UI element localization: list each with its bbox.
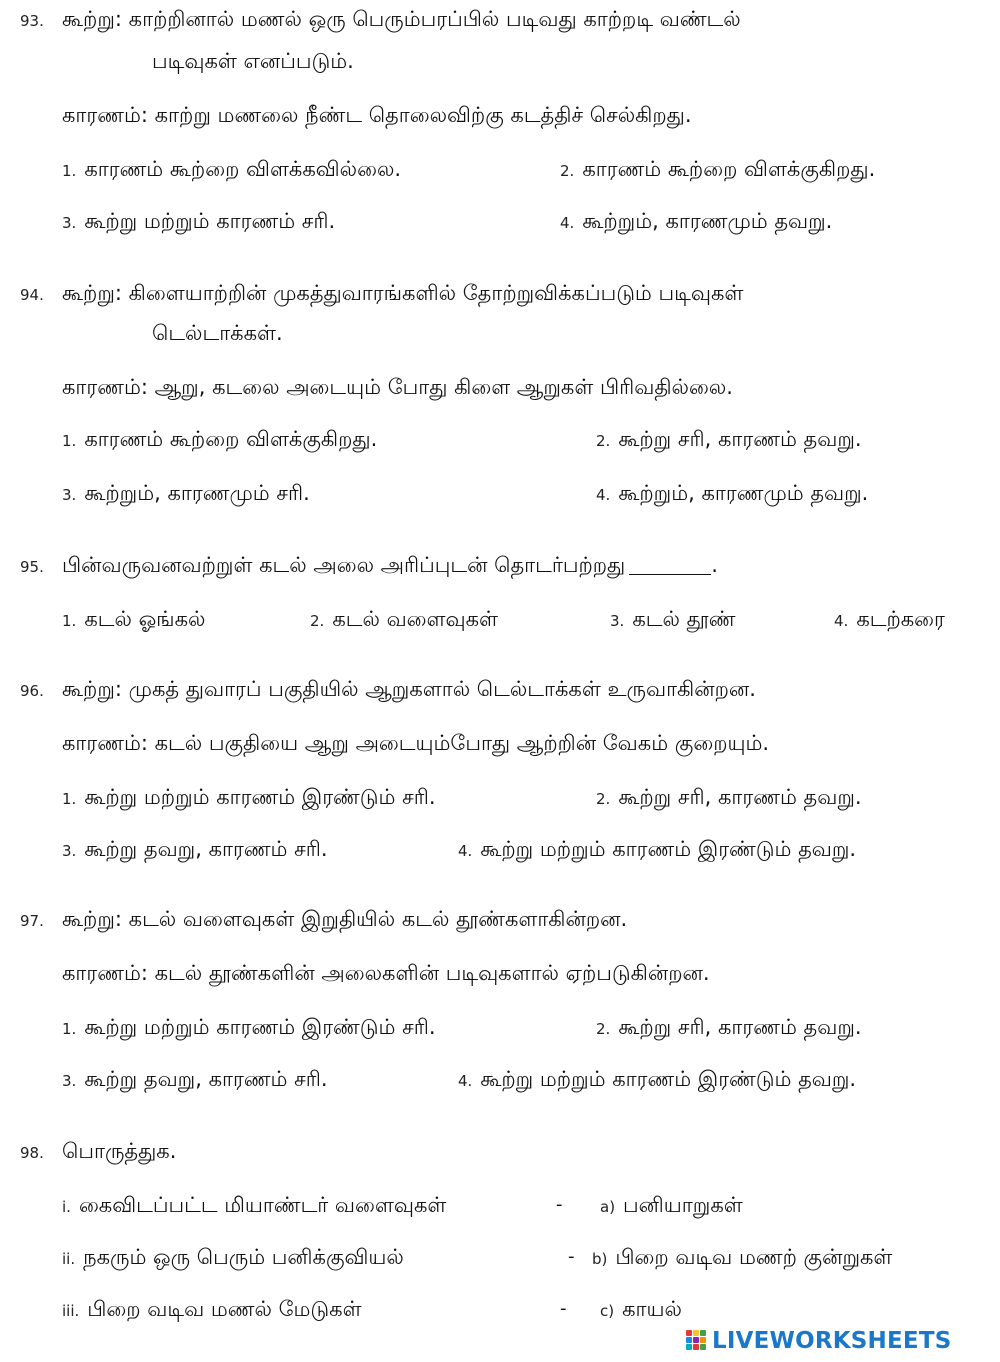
match-left-item: i. கைவிடப்பட்ட மியாண்டர் வளைவுகள்: [62, 1193, 447, 1217]
liveworksheets-logo: [686, 1326, 951, 1356]
q98-title: பொருத்துக.: [62, 1139, 177, 1163]
q95-option-1[interactable]: 1. கடல் ஓங்கல்: [62, 607, 206, 631]
q94-statement-cont: டெல்டாக்கள்.: [152, 321, 283, 345]
question-number: 95.: [20, 558, 44, 576]
q94-option-2[interactable]: 2. கூற்று சரி, காரணம் தவறு.: [596, 427, 862, 451]
q93-option-3[interactable]: 3. கூற்று மற்றும் காரணம் சரி.: [62, 209, 336, 233]
q93-statement-cont: படிவுகள் எனப்படும்.: [152, 49, 354, 73]
match-left-item: iii. பிறை வடிவ மணல் மேடுகள்: [62, 1297, 362, 1321]
q97-option-4[interactable]: 4. கூற்று மற்றும் காரணம் இரண்டும் தவறு.: [458, 1067, 857, 1091]
q93-reason: காரணம்: காற்று மணலை நீண்ட தொலைவிற்கு கடத்திச் செல்கிறது.: [62, 103, 692, 127]
q95-option-2[interactable]: 2. கடல் வளைவுகள்: [310, 607, 498, 631]
q93-option-1[interactable]: 1. காரணம் கூற்றை விளக்கவில்லை.: [62, 157, 402, 181]
q94-option-4[interactable]: 4. கூற்றும், காரணமும் தவறு.: [596, 481, 869, 505]
q97-reason: காரணம்: கடல் தூண்களின் அலைகளின் படிவுகளால் ஏற்படுகின்றன.: [62, 961, 710, 985]
question-number: 97.: [20, 912, 44, 930]
q94-reason: காரணம்: ஆறு, கடலை அடையும் போது கிளை ஆறுகள் பிரிவதில்லை.: [62, 375, 733, 399]
q97-option-2[interactable]: 2. கூற்று சரி, காரணம் தவறு.: [596, 1015, 862, 1039]
q96-option-2[interactable]: 2. கூற்று சரி, காரணம் தவறு.: [596, 785, 862, 809]
q94-option-3[interactable]: 3. கூற்றும், காரணமும் சரி.: [62, 481, 310, 505]
match-dash: -: [560, 1298, 567, 1319]
q96-option-3[interactable]: 3. கூற்று தவறு, காரணம் சரி.: [62, 837, 328, 861]
match-dash: -: [568, 1246, 575, 1267]
match-right-item[interactable]: b) பிறை வடிவ மணற் குன்றுகள்: [592, 1245, 893, 1269]
liveworksheets-text: LIVEWORKSHEETS: [712, 1328, 952, 1354]
q95-statement: பின்வருவனவற்றுள் கடல் அலை அரிப்புடன் தொடர்பற்றது .: [62, 553, 718, 577]
q97-option-3[interactable]: 3. கூற்று தவறு, காரணம் சரி.: [62, 1067, 328, 1091]
question-number: 94.: [20, 286, 44, 304]
q97-option-1[interactable]: 1. கூற்று மற்றும் காரணம் இரண்டும் சரி.: [62, 1015, 436, 1039]
match-dash: -: [556, 1194, 563, 1215]
question-number: 93.: [20, 12, 44, 30]
match-right-item[interactable]: c) காயல்: [600, 1297, 682, 1321]
q94-statement: கூற்று: கிளையாற்றின் முகத்துவாரங்களில் தோற்றுவிக்கப்படும் படிவுகள்: [62, 281, 744, 305]
q96-statement: கூற்று: முகத் துவாரப் பகுதியில் ஆறுகளால் டெல்டாக்கள் உருவாகின்றன.: [62, 677, 756, 701]
q96-reason: காரணம்: கடல் பகுதியை ஆறு அடையும்போது ஆற்றின் வேகம் குறையும்.: [62, 731, 770, 755]
match-right-item[interactable]: a) பனியாறுகள்: [600, 1193, 743, 1217]
q96-option-4[interactable]: 4. கூற்று மற்றும் காரணம் இரண்டும் தவறு.: [458, 837, 857, 861]
answer-blank[interactable]: [629, 558, 711, 575]
q95-option-3[interactable]: 3. கடல் தூண்: [610, 607, 736, 631]
q97-statement: கூற்று: கடல் வளைவுகள் இறுதியில் கடல் தூண்களாகின்றன.: [62, 907, 628, 931]
q93-option-2[interactable]: 2. காரணம் கூற்றை விளக்குகிறது.: [560, 157, 876, 181]
q95-option-4[interactable]: 4. கடற்கரை: [834, 607, 945, 631]
q94-option-1[interactable]: 1. காரணம் கூற்றை விளக்குகிறது.: [62, 427, 378, 451]
liveworksheets-logo-icon: [686, 1330, 708, 1352]
q96-option-1[interactable]: 1. கூற்று மற்றும் காரணம் இரண்டும் சரி.: [62, 785, 436, 809]
q93-statement: கூற்று: காற்றினால் மணல் ஒரு பெரும்பரப்பில் படிவது காற்றடி வண்டல்: [62, 7, 741, 31]
question-number: 96.: [20, 682, 44, 700]
question-number: 98.: [20, 1144, 44, 1162]
q93-option-4[interactable]: 4. கூற்றும், காரணமும் தவறு.: [560, 209, 833, 233]
match-left-item: ii. நகரும் ஒரு பெரும் பனிக்குவியல்: [62, 1245, 404, 1269]
